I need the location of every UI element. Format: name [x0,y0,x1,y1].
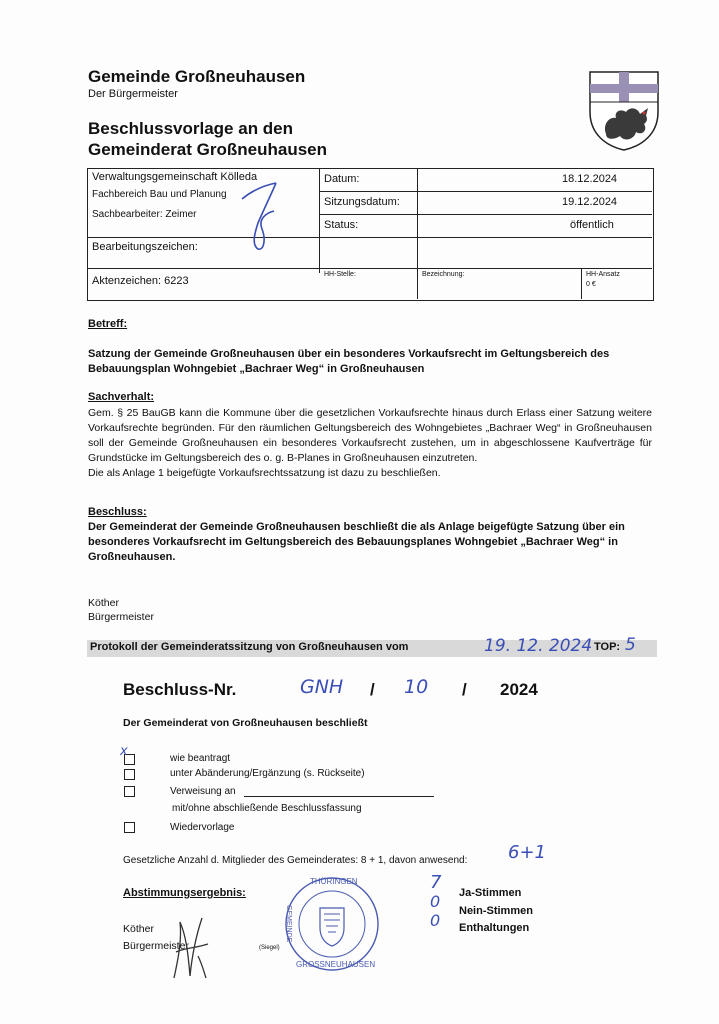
status-label: Status: [324,219,359,231]
betreff-text: Satzung der Gemeinde Großneuhausen über ein besonderes Vorkaufsrecht im Geltungsbereich des Bebauungsplan Wohngebiet „Bachraer Weg“ in Großneuhausen [88,348,610,375]
verweisung-line [244,796,434,797]
beschluss-label: Beschluss: [88,506,147,518]
beschluss-separator-1: / [370,680,375,699]
beschluss-prefix-handwritten: GNH [300,676,344,698]
checkbox-mark-handwritten: x [120,744,128,759]
coat-of-arms-icon [586,68,662,152]
enth-count-handwritten: 0 [430,911,441,930]
hh-ansatz-label: HH-Ansatz [586,271,620,278]
session-date-value: 19.12.2024 [562,196,618,208]
sachverhalt-paragraph-2: Die als Anlage 1 beigefügte Vorkaufsrechtssatzung ist dazu zu beschließen. [88,467,441,479]
checkbox-wiedervorlage[interactable] [124,822,135,833]
handwritten-initial-icon [236,179,284,255]
ja-count-handwritten: 7 [430,872,442,893]
authority: Verwaltungsgemeinschaft Kölleda [92,171,258,183]
members-text: Gesetzliche Anzahl d. Mitglieder des Gemeinderates: 8 + 1, davon anwesend: [123,855,468,866]
municipality-name: Gemeinde Großneuhausen [88,67,306,86]
option-abaenderung: unter Abänderung/Ergänzung (s. Rückseite) [170,768,365,779]
betreff-label: Betreff: [88,318,128,330]
document-title [88,118,327,160]
mayor-title: Der Bürgermeister [88,88,178,100]
hh-ansatz-value: 0 € [586,281,596,288]
file-ref: Aktenzeichen: 6223 [92,275,189,287]
option-wie-beantragt: wie beantragt [170,753,231,764]
bezeichnung-label: Bezeichnung: [422,271,465,278]
option-verweisung: Verweisung an [170,786,236,797]
date-label: Datum: [324,173,360,185]
processing-ref-label: Bearbeitungszeichen: [92,241,198,253]
document-title-line1: Beschlussvorlage an den [88,119,294,138]
official-seal-icon [282,874,382,974]
signature-name: Köther [88,597,119,609]
checkbox-verweisung[interactable] [124,786,135,797]
document-title-line2: Gemeinderat Großneuhausen [88,140,327,159]
present-handwritten: 6+1 [508,842,546,863]
sachverhalt-text [88,406,652,481]
nein-label: Nein-Stimmen [459,905,533,917]
option-wiedervorlage: Wiedervorlage [170,822,235,833]
seal-left-text: GEMEINDE [285,905,292,943]
signature-title: Bürgermeister [88,611,154,623]
beschluss-separator-2: / [462,680,467,699]
vote-label: Abstimmungsergebnis: [123,887,246,899]
hh-stelle-label: HH-Stelle: [324,271,356,278]
ja-label: Ja-Stimmen [459,887,522,899]
department: Fachbereich Bau und Planung [92,189,227,200]
seal-top-text: THÜRINGEN [310,877,358,886]
protokoll-date-handwritten: 19. 12. 2024 [484,636,593,656]
beschluss-text: Der Gemeinderat der Gemeinde Großneuhausen beschließt die als Anlage beigefügte Satzung über ein besonderes Vorkaufsrecht im Geltungsbereich des Bebauungsplanes Wohngebiet „Bachraer Weg“ in Großneuhausen. [88,521,625,563]
beschluss-year: 2024 [500,680,538,699]
checkbox-abaenderung[interactable] [124,769,135,780]
top-handwritten: 5 [625,635,636,655]
mayor-signature-icon [168,912,212,982]
clerk: Sachbearbeiter: Zeimer [92,209,197,220]
nein-count-handwritten: 0 [430,892,441,911]
sachverhalt-paragraph-1: Gem. § 25 BauGB kann die Kommune über die gesetzlichen Vorkaufsrechte hinaus durch Erlass einer Satzung weitere Vorkaufsrechte begründen. Für den räumlichen Geltungsbereich des Wohngebietes „Bachraer Weg“ in Großneuhausen soll der Gemeinde Großneuhausen ein besonderes Vorkaufsrecht zustehen, um in abgeschlossene Kaufverträge für Grundstücke im Geltungsbereich des o. g. B-Planes in Großneuhausen einzutreten. [88,407,652,464]
beschluss-number-handwritten: 10 [404,676,429,698]
siegel-label: (Siegel) [259,945,280,951]
session-date-label: Sitzungsdatum: [324,196,400,208]
date-value: 18.12.2024 [562,173,618,185]
top-label: TOP: [594,641,621,653]
vote-signer-title: Bürgermeister [123,940,189,952]
protokoll-label: Protokoll der Gemeinderatssitzung von Großneuhausen vom [90,641,409,653]
sachverhalt-label: Sachverhalt: [88,391,155,403]
enth-label: Enthaltungen [459,922,530,934]
status-value: öffentlich [570,219,614,231]
seal-bottom-text: GROSSNEUHAUSEN [296,960,376,969]
option-beschlussfassung: mit/ohne abschließende Beschlussfassung [172,803,362,814]
decision-intro: Der Gemeinderat von Großneuhausen beschließt [123,717,368,729]
vote-signer-name: Köther [123,923,154,935]
info-table [87,168,654,301]
beschluss-nr-label: Beschluss-Nr. [123,680,237,699]
